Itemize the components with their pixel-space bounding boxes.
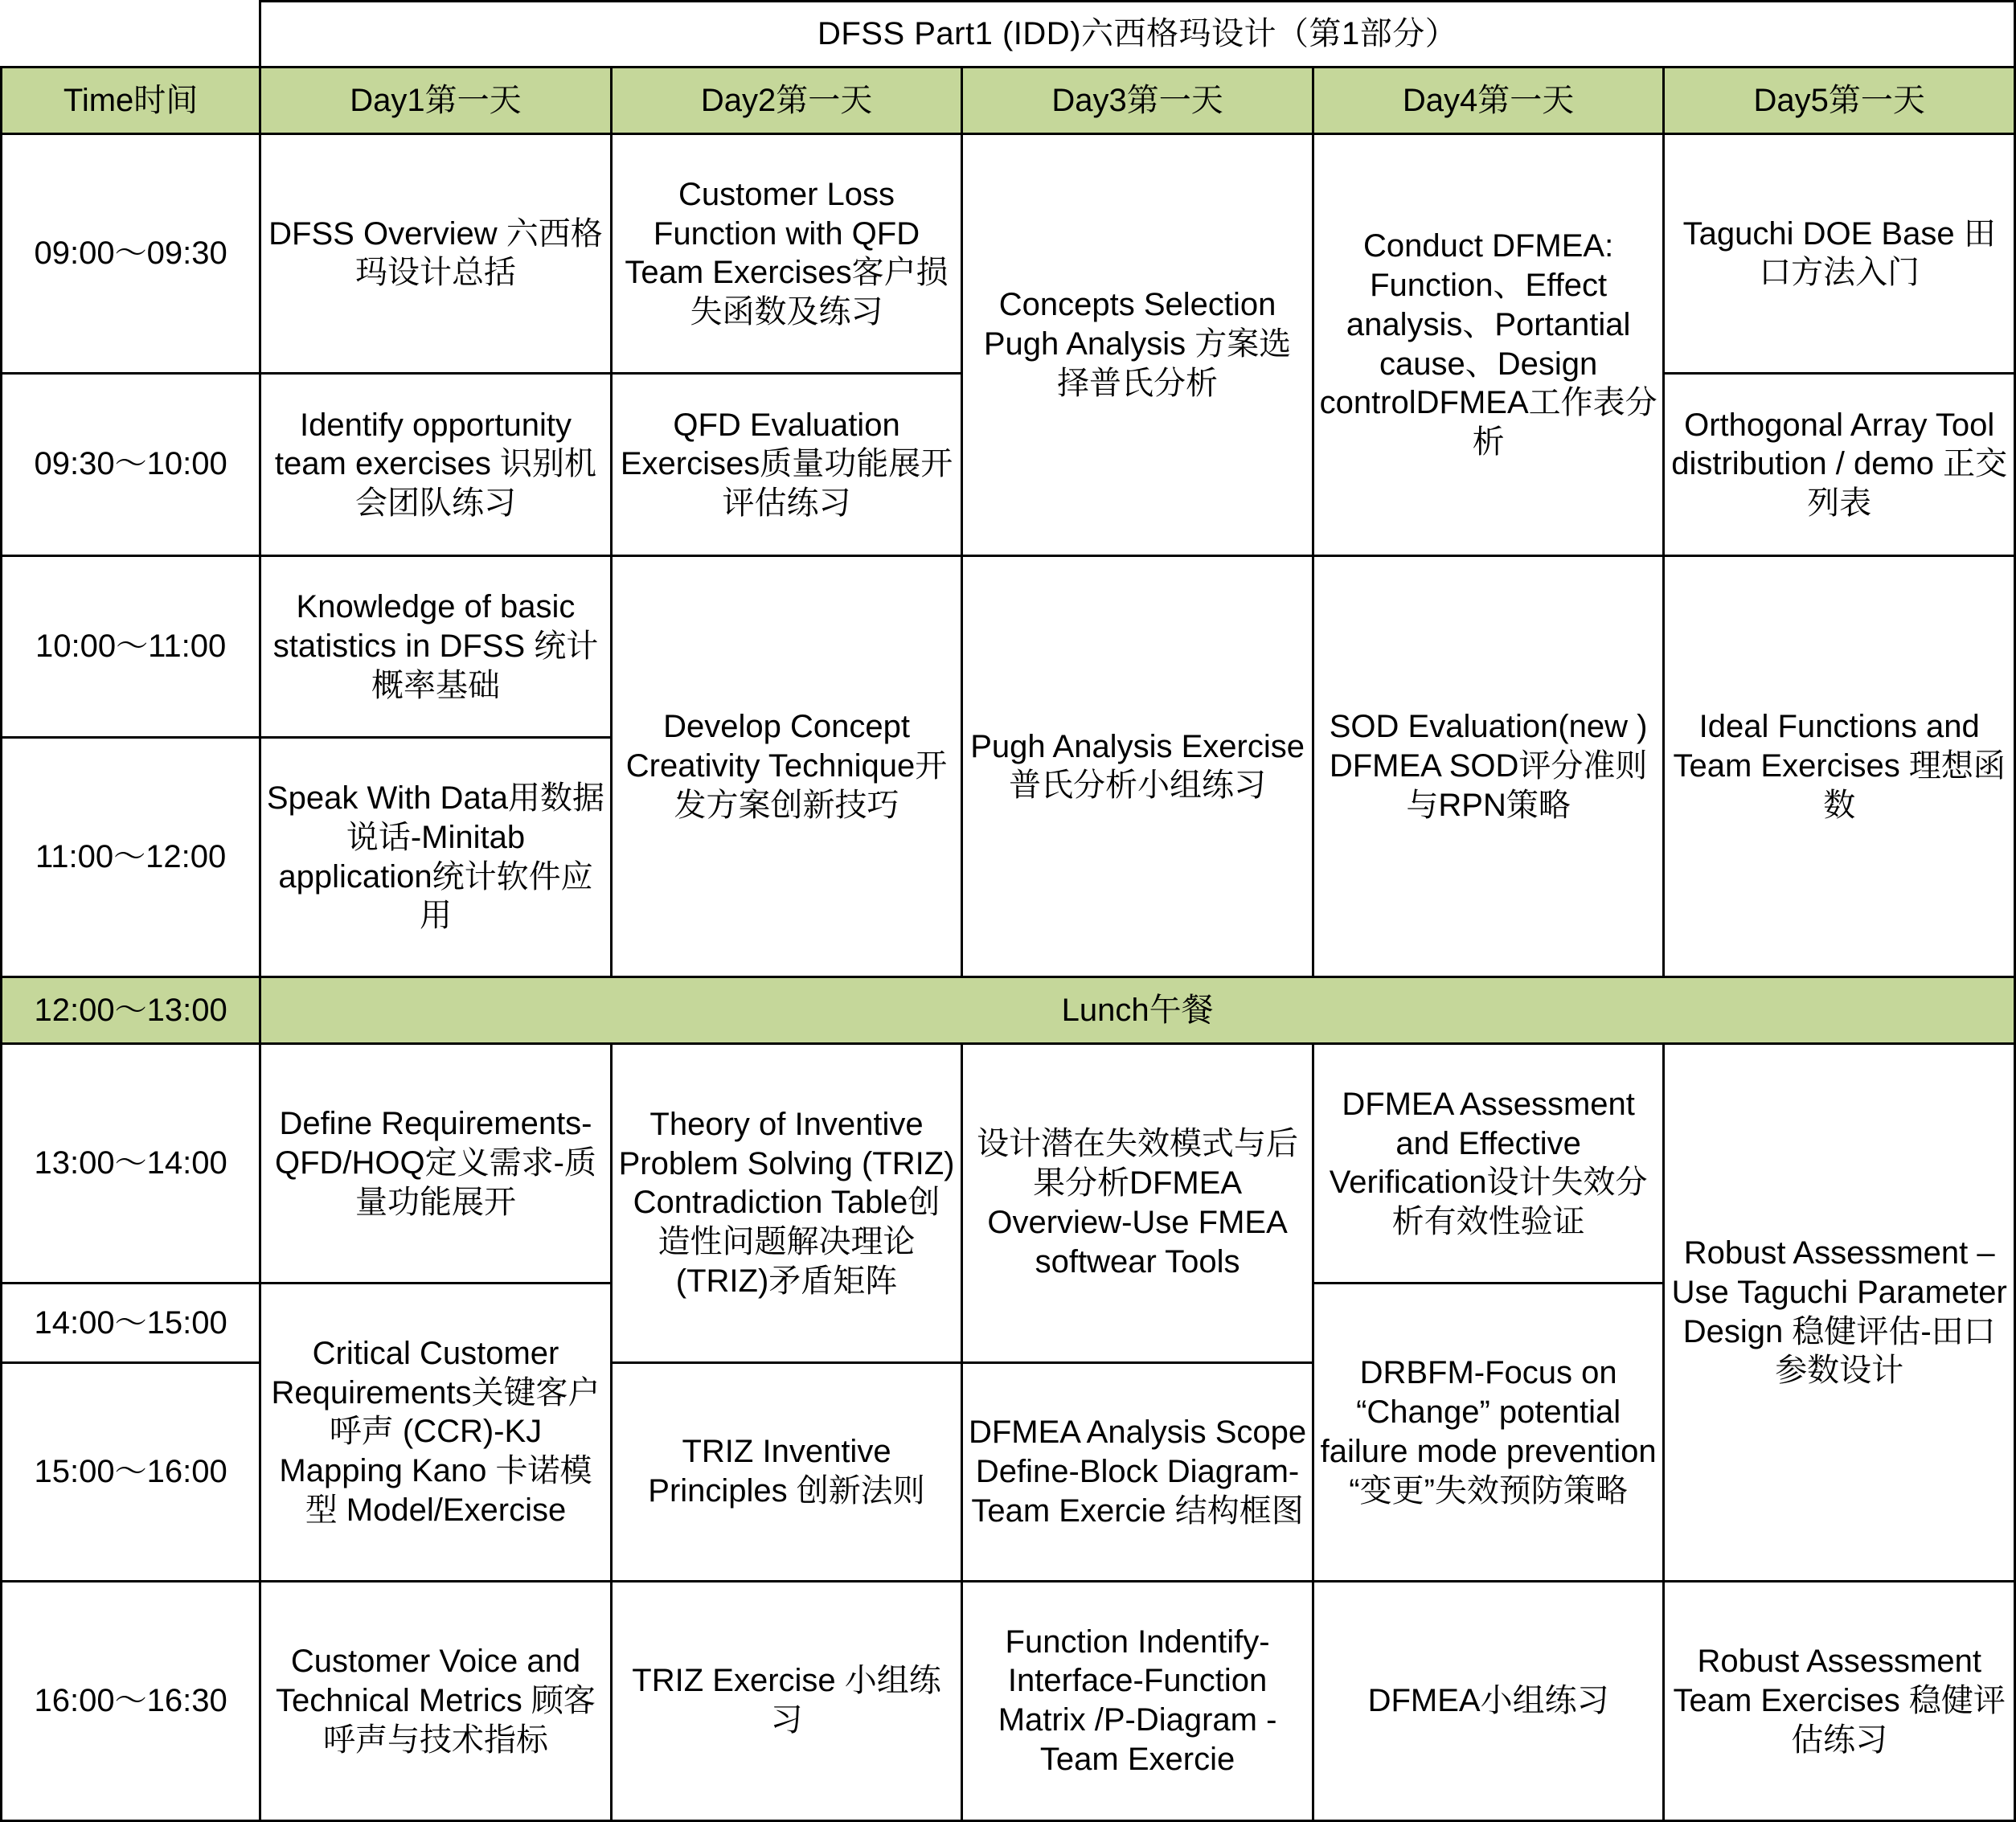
cell-day3-1000: Pugh Analysis Exercise 普氏分析小组练习 (962, 555, 1313, 977)
cell-day3-0900: Concepts Selection Pugh Analysis 方案选择普氏分析 (962, 133, 1313, 555)
cell-day1-1300: Define Requirements-QFD/HOQ定义需求-质量功能展开 (260, 1043, 612, 1283)
cell-day4-0900: Conduct DFMEA: Function、Effect analysis、Portantial cause、Design controlDFMEA工作表分析 (1313, 133, 1664, 555)
cell-day4-1400: DRBFM-Focus on “Change” potential failure mode prevention “变更”失效预防策略 (1313, 1284, 1664, 1581)
time-lunch: 12:00～13:00 (2, 977, 260, 1043)
table-row (2, 133, 2015, 373)
time-1300-1400: 13:00～14:00 (2, 1043, 260, 1283)
lunch-label: Lunch午餐 (260, 977, 2015, 1043)
cell-day1-1400: Critical Customer Requirements关键客户呼声 (CCR)-KJ Mapping Kano 卡诺模型 Model/Exercise (260, 1284, 612, 1581)
cell-day2-0930: QFD Evaluation Exercises质量功能展开评估练习 (611, 374, 962, 555)
time-1100-1200: 11:00～12:00 (2, 737, 260, 977)
header-row (2, 68, 2015, 133)
header-time: Time时间 (2, 68, 260, 133)
table-row (2, 555, 2015, 737)
cell-day1-1600: Customer Voice and Technical Metrics 顾客呼声与技术指标 (260, 1581, 612, 1820)
cell-day4-1300: DFMEA Assessment and Effective Verification设计失效分析有效性验证 (1313, 1043, 1664, 1283)
corner-empty-cell (2, 2, 260, 68)
cell-day5-0900: Taguchi DOE Base 田口方法入门 (1664, 133, 2015, 373)
header-day1: Day1第一天 (260, 68, 612, 133)
cell-day1-0900: DFSS Overview 六西格玛设计总括 (260, 133, 612, 373)
cell-day5-1000: Ideal Functions and Team Exercises 理想函数 (1664, 555, 2015, 977)
time-1500-1600: 15:00～16:00 (2, 1362, 260, 1581)
cell-day5-0930: Orthogonal Array Tool distribution / demo 正交列表 (1664, 374, 2015, 555)
header-day4: Day4第一天 (1313, 68, 1664, 133)
time-1400-1500: 14:00～15:00 (2, 1284, 260, 1363)
table-row (2, 1043, 2015, 1283)
header-day2: Day2第一天 (611, 68, 962, 133)
page-title: DFSS Part1 (IDD)六西格玛设计（第1部分） (260, 2, 2015, 68)
cell-day1-0930: Identify opportunity team exercises 识别机会团队练习 (260, 374, 612, 555)
header-day5: Day5第一天 (1664, 68, 2015, 133)
header-day3: Day3第一天 (962, 68, 1313, 133)
time-0900-0930: 09:00～09:30 (2, 133, 260, 373)
cell-day2-1300: Theory of Inventive Problem Solving (TRIZ) Contradiction Table创造性问题解决理论(TRIZ)矛盾矩阵 (611, 1043, 962, 1362)
cell-day1-1100: Speak With Data用数据说话-Minitab application统计软件应用 (260, 737, 612, 977)
cell-day2-1500: TRIZ Inventive Principles 创新法则 (611, 1362, 962, 1581)
cell-day2-1600: TRIZ Exercise 小组练习 (611, 1581, 962, 1820)
cell-day5-1600: Robust Assessment Team Exercises 稳健评估练习 (1664, 1581, 2015, 1820)
cell-day3-1500: DFMEA Analysis Scope Define-Block Diagram-Team Exercie 结构框图 (962, 1362, 1313, 1581)
cell-day1-1000: Knowledge of basic statistics in DFSS 统计概率基础 (260, 555, 612, 737)
cell-day5-1300: Robust Assessment –Use Taguchi Parameter Design 稳健评估-田口参数设计 (1664, 1043, 2015, 1581)
time-0930-1000: 09:30～10:00 (2, 374, 260, 555)
cell-day4-1000: SOD Evaluation(new ) DFMEA SOD评分准则与RPN策略 (1313, 555, 1664, 977)
cell-day3-1300: 设计潜在失效模式与后果分析DFMEA Overview-Use FMEA softwear Tools (962, 1043, 1313, 1362)
lunch-row (2, 977, 2015, 1043)
cell-day2-1000: Develop Concept Creativity Technique开发方案创新技巧 (611, 555, 962, 977)
title-row (2, 2, 2015, 68)
cell-day3-1600: Function Indentify-Interface-Function Matrix /P-Diagram -Team Exercie (962, 1581, 1313, 1820)
time-1000-1100: 10:00～11:00 (2, 555, 260, 737)
time-1600-1630: 16:00～16:30 (2, 1581, 260, 1820)
table-row (2, 1581, 2015, 1820)
cell-day2-0900: Customer Loss Function with QFD Team Exercises客户损失函数及练习 (611, 133, 962, 373)
cell-day4-1600: DFMEA小组练习 (1313, 1581, 1664, 1820)
